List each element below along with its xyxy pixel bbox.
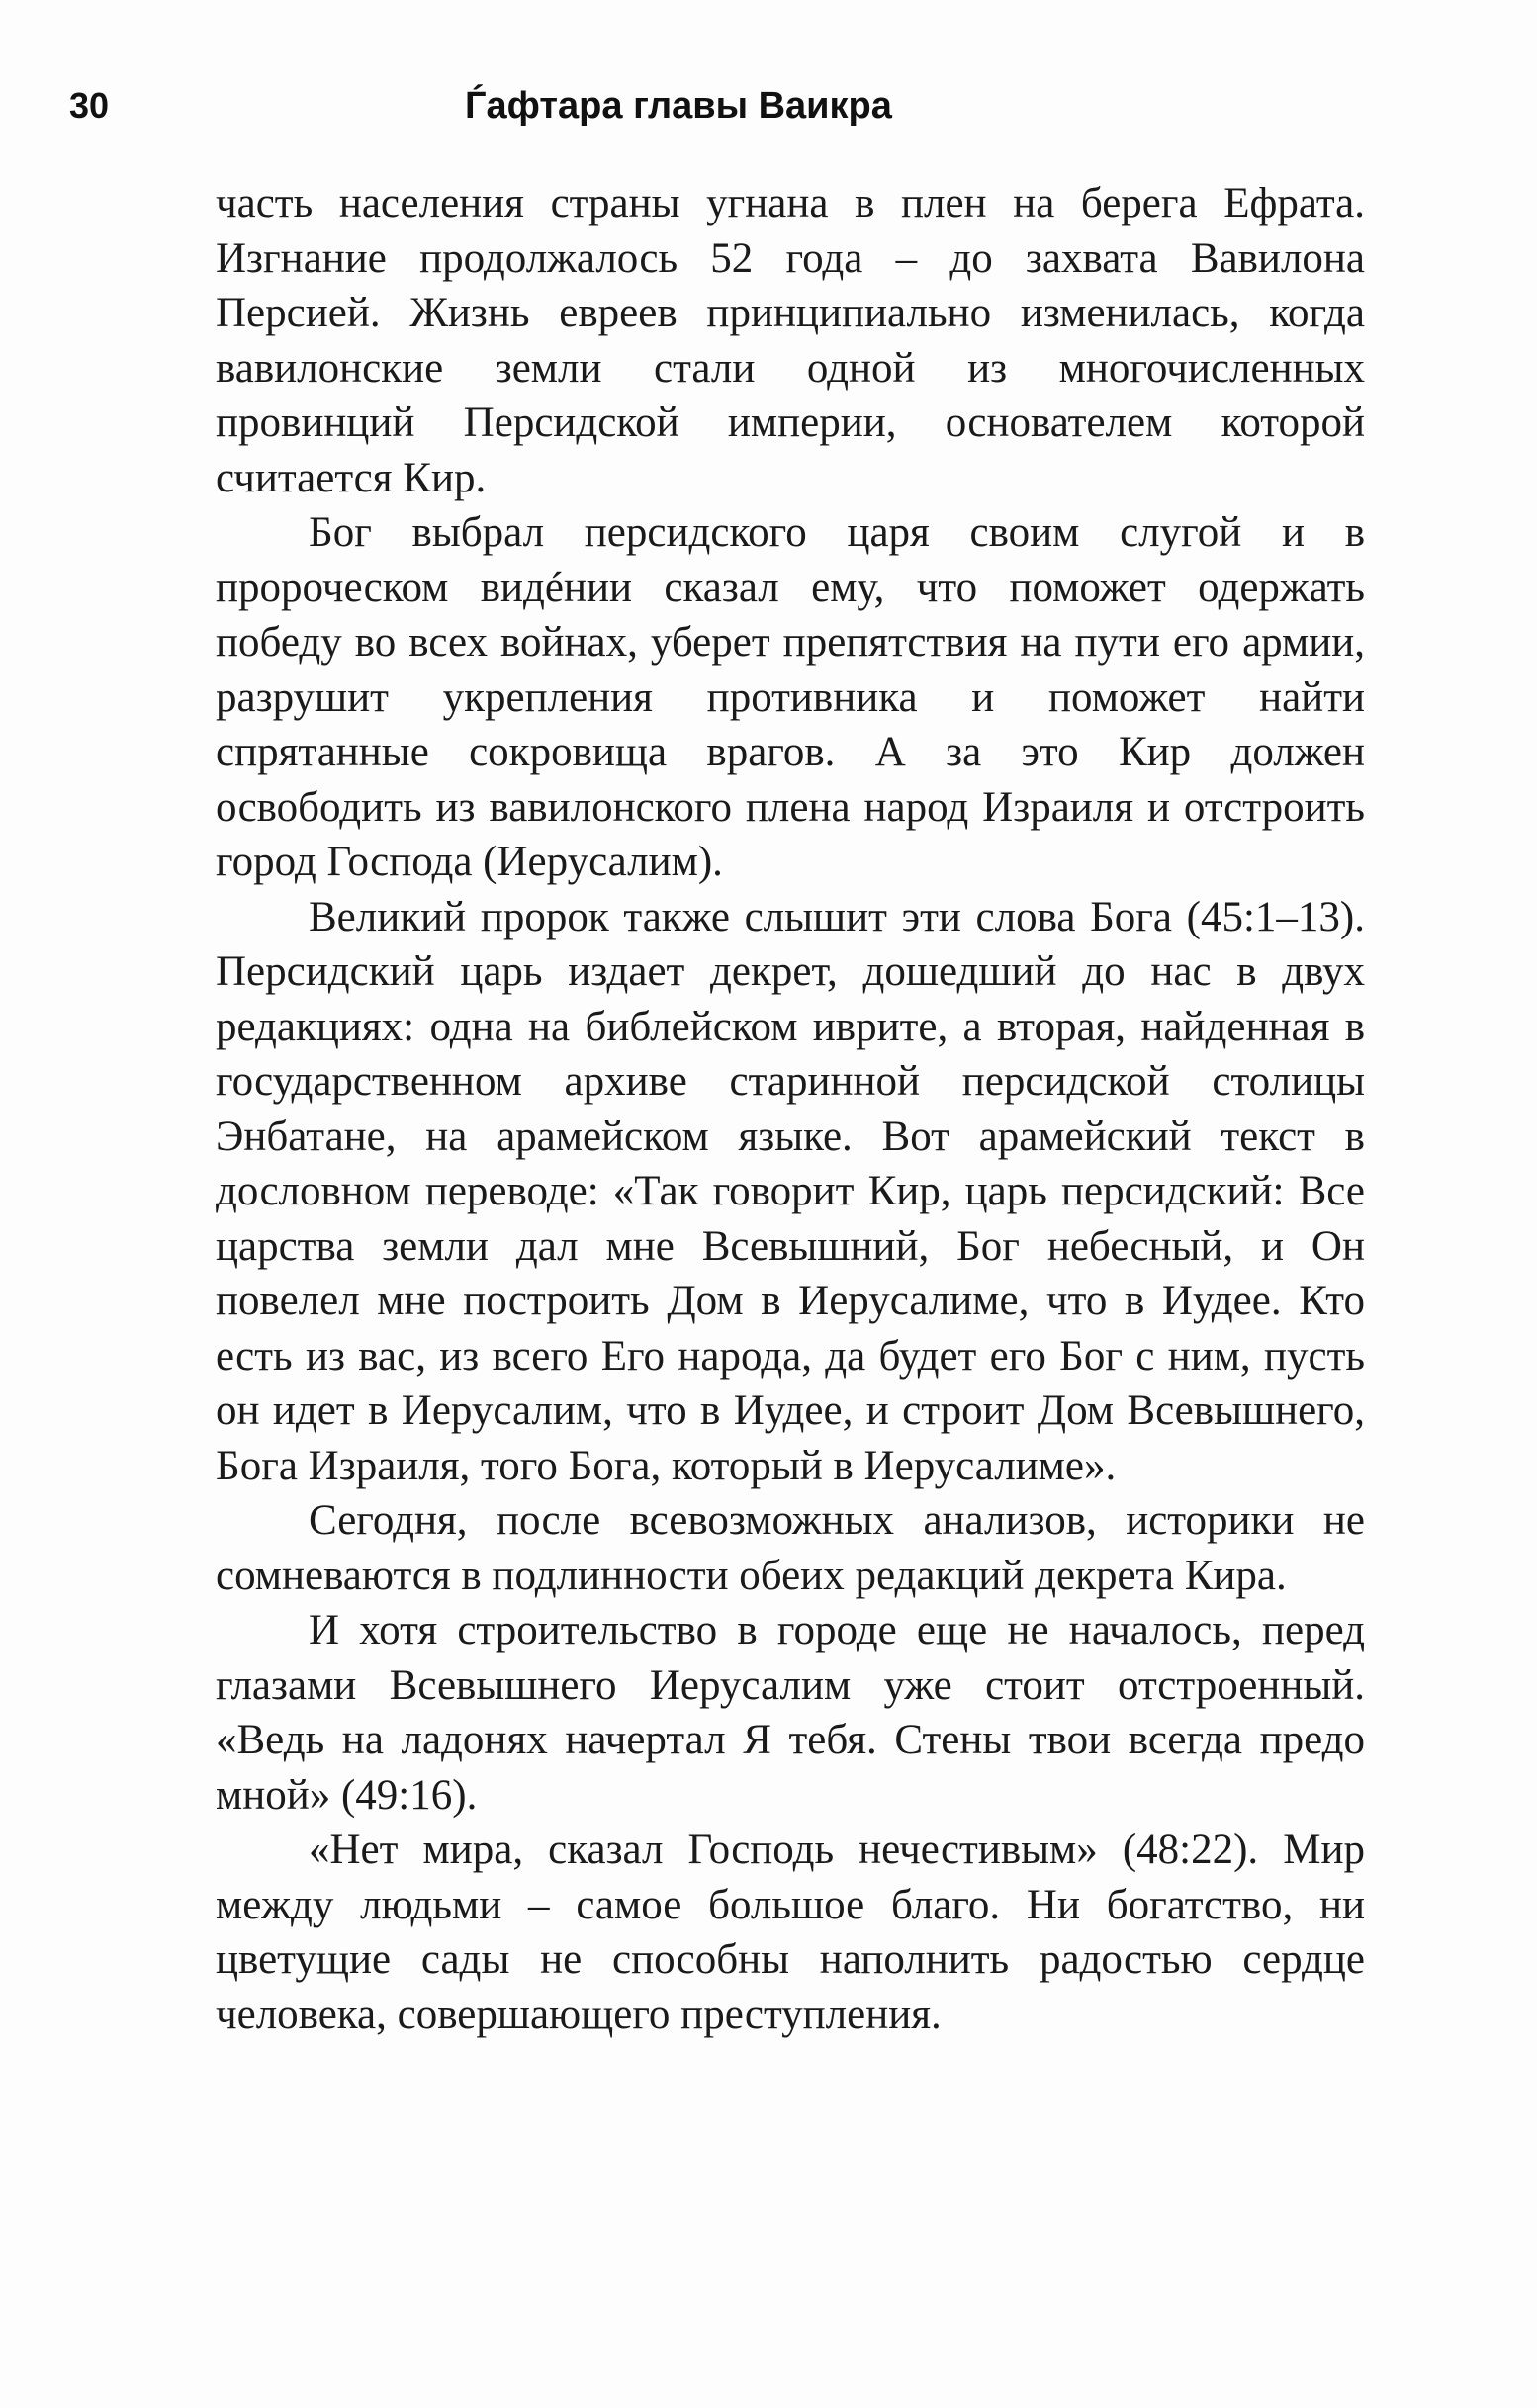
page-number: 30 bbox=[69, 85, 110, 126]
paragraph-6: «Нет мира, сказал Господь нечестивым» (48:22). Мир между людьми – самое большое благо. Ни богатство, ни цветущие сады не способны наполнить радостью сердце человека, совершающего преступления. bbox=[216, 1827, 1365, 2038]
page-header bbox=[69, 85, 1355, 144]
paragraph-3: Великий пророк также слышит эти слова Бога (45:1–13). Персидский царь издает декрет, дошедший до нас в двух редакциях: одна на библейском иврите, а вторая, найденная в государственном архиве старинной персидской столицы Энбатане, на арамейском языке. Вот арамейский текст в дословном переводе: «Так говорит Кир, царь персидский: Все царства земли дал мне Всевышний, Бог небесный, и Он повелел мне построить Дом в Иерусалиме, что в Иудее. Кто есть из вас, из всего Его народа, да будет его Бог с ним, пусть он идет в Иерусалим, что в Иудее, и строит Дом Всевышнего, Бога Израиля, того Бога, который в Иерусалиме». bbox=[216, 893, 1365, 1489]
paragraph-5: И хотя строительство в городе еще не началось, перед глазами Всевышнего Иерусалим уже стоит отстроенный. «Ведь на ладонях начертал Я тебя. Стены твои всегда предо мной» (49:16). bbox=[216, 1607, 1365, 1819]
paragraph-4: Сегодня, после всевозможных анализов, историки не сомневаются в подлинности обеих редакций декрета Кира. bbox=[216, 1497, 1365, 1599]
body-text bbox=[216, 176, 1365, 2042]
paragraph-1: часть населения страны угнана в плен на берега Ефрата. Изгнание продолжалось 52 года – до захвата Вавилона Персией. Жизнь евреев принципиально изменилась, когда вавилонские земли стали одной из многочисленных провинций Персидской империи, основателем которой считается Кир. bbox=[216, 180, 1365, 501]
running-title: Ѓафтара главы Ваикра bbox=[465, 85, 892, 127]
paragraph-2: Бог выбрал персидского царя своим слугой и в пророческом видéнии сказал ему, что поможет одержать победу во всех войнах, уберет препятствия на пути его армии, разрушит укрепления противника и поможет найти спрятанные сокровища врагов. А за это Кир должен освободить из вавилонского плена народ Израиля и отстроить город Господа (Иерусалим). bbox=[216, 509, 1365, 885]
